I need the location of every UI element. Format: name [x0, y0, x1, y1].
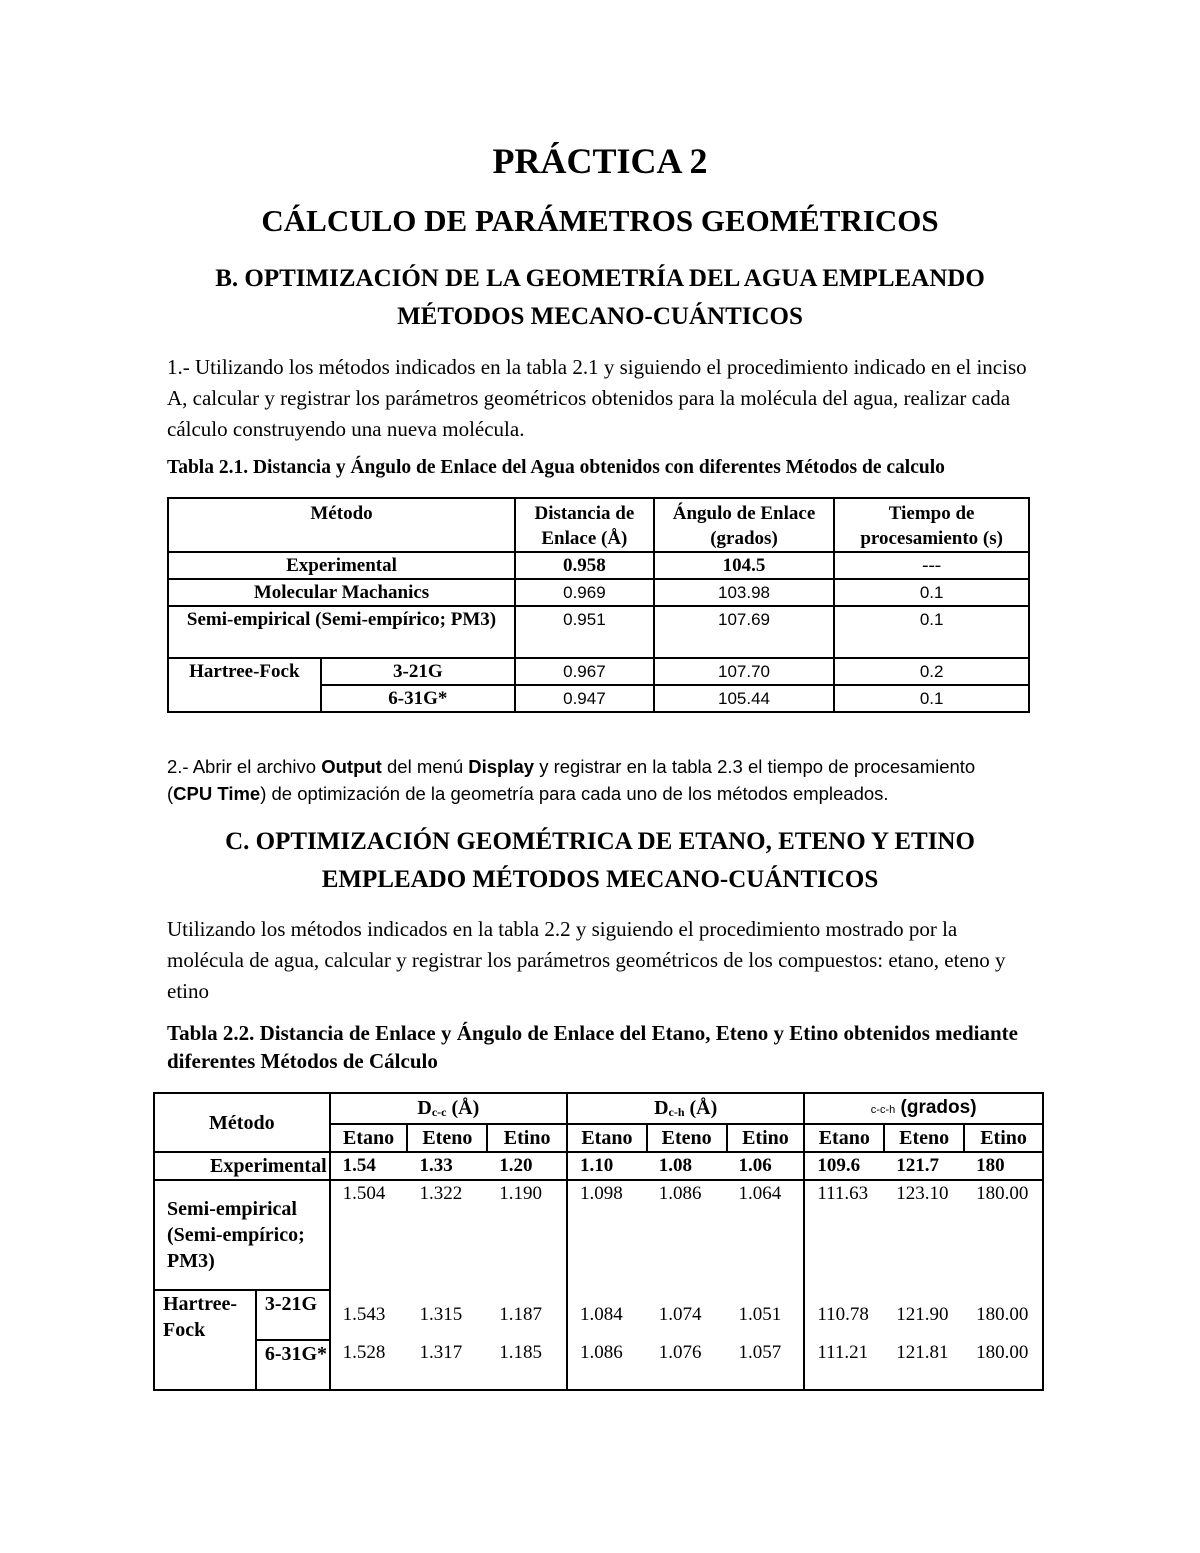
row-method-hartree-fock: Hartree-Fock [154, 1290, 256, 1390]
section-c-heading-line1: C. OPTIMIZACIÓN GEOMÉTRICA DE ETANO, ETENO Y ETINO [225, 828, 975, 855]
cell-value: 1.185 [487, 1340, 567, 1390]
col-etano: Etano [567, 1124, 647, 1152]
table-2-2-header-method: Método [154, 1093, 330, 1152]
dcc-unit: (Å) [446, 1096, 480, 1119]
row-distance: 0.947 [515, 685, 654, 712]
table-2-2 [153, 1092, 1044, 1391]
cell-value: 1.54 [330, 1152, 408, 1180]
cell-value: 121.90 [896, 1304, 949, 1325]
angle-subscript: c-c-h [870, 1104, 896, 1116]
table-row [154, 1340, 1043, 1390]
table-row [154, 1290, 1043, 1340]
row-time: 0.1 [834, 685, 1029, 712]
row-distance: 0.958 [515, 552, 654, 579]
page-subtitle: CÁLCULO DE PARÁMETROS GEOMÉTRICOS [261, 203, 939, 238]
col-eteno: Eteno [884, 1124, 964, 1152]
row-method: Semi-empirical (Semi-empírico; PM3) [168, 606, 515, 658]
section-b-heading-line2: MÉTODOS MECANO-CUÁNTICOS [397, 303, 803, 330]
cell-value: 121.7 [884, 1152, 964, 1180]
cell-value: 1.190 [487, 1180, 567, 1290]
dcc-subscript: c-c [431, 1104, 447, 1119]
cell-value: 1.322 [419, 1183, 463, 1204]
col-etino: Etino [487, 1124, 567, 1152]
row-angle: 107.70 [654, 658, 835, 685]
row-basis: 6-31G* [321, 685, 515, 712]
cell-value: 1.08 [647, 1152, 727, 1180]
cell-value: 1.317 [407, 1340, 487, 1390]
table-row [168, 552, 1029, 579]
table-2-1-header-distance: Distancia de Enlace (Å) [515, 498, 654, 552]
section-c-heading [0, 823, 1200, 899]
cell-value: 1.057 [727, 1340, 805, 1390]
row-time: 0.2 [834, 658, 1029, 685]
cell-value: 180.00 [964, 1290, 1043, 1340]
row-method-hartree-fock: Hartree-Fock [168, 658, 321, 712]
cell-value: 180 [964, 1152, 1043, 1180]
cell-value: 1.076 [647, 1340, 727, 1390]
row-method: Molecular Machanics [168, 579, 515, 606]
step2-text: 2.- Abrir el archivo [167, 756, 322, 777]
row-angle: 103.98 [654, 579, 835, 606]
cell-value: 1.086 [567, 1340, 647, 1390]
page-title: PRÁCTICA 2 [492, 141, 708, 181]
col-eteno: Eteno [407, 1124, 487, 1152]
angle-unit: (grados) [895, 1097, 977, 1118]
col-etano: Etano [330, 1124, 408, 1152]
row-distance: 0.969 [515, 579, 654, 606]
cell-value: 1.086 [658, 1183, 702, 1204]
step2-cpu-term: CPU Time [173, 783, 261, 804]
cell-value: 111.63 [817, 1183, 869, 1204]
table-2-1-header-angle: Ángulo de Enlace (grados) [654, 498, 835, 552]
section-b-instruction: 1.- Utilizando los métodos indicados en la tabla 2.1 y siguiendo el procedimiento indicado en el inciso A, calcular y registrar los parámetros geométricos obtenidos para la molécula del agua, realizar cada cálculo construyendo una nueva molécula. [167, 355, 1027, 441]
table-row [154, 1152, 1043, 1180]
cell-value: 180.00 [964, 1180, 1043, 1290]
cell-value: 110.78 [817, 1304, 869, 1325]
table-row [168, 658, 1029, 685]
table-2-2-header-dch [567, 1093, 804, 1124]
col-eteno: Eteno [647, 1124, 727, 1152]
table-2-2-caption: Tabla 2.2. Distancia de Enlace y Ángulo de Enlace del Etano, Eteno y Etino obtenidos mediante diferentes Métodos de Cálculo [167, 1021, 1018, 1073]
dcc-symbol: D [417, 1096, 432, 1119]
row-time: 0.1 [834, 579, 1029, 606]
cell-value: 1.064 [727, 1180, 805, 1290]
cell-value: 1.084 [580, 1304, 623, 1325]
dch-subscript: c-h [668, 1104, 685, 1119]
row-basis: 3-21G [321, 658, 515, 685]
step2-text: ) de optimización de la geometría para cada uno de los métodos empleados. [260, 783, 889, 804]
cell-value: 1.098 [580, 1183, 623, 1204]
step2-display-term: Display [468, 756, 535, 777]
cell-value: 1.051 [727, 1290, 805, 1340]
table-2-2-header-dcc [330, 1093, 567, 1124]
table-2-1 [167, 497, 1030, 713]
section-c-heading-line2: EMPLEADO MÉTODOS MECANO-CUÁNTICOS [321, 866, 879, 893]
row-time: --- [834, 552, 1029, 579]
cell-value: 1.187 [487, 1290, 567, 1340]
cell-value: 1.504 [330, 1180, 408, 1290]
cell-value: 111.21 [804, 1340, 884, 1390]
row-basis: 3-21G [256, 1290, 330, 1340]
dch-unit: (Å) [684, 1096, 718, 1119]
cell-value: 123.10 [896, 1183, 949, 1204]
table-2-2-header-angle [804, 1093, 1043, 1124]
row-method: Experimental [154, 1152, 330, 1180]
row-distance: 0.951 [515, 606, 654, 658]
step2-text: y registrar en la tabla 2.3 el tiempo de procesamiento [534, 756, 976, 777]
table-row [168, 579, 1029, 606]
cell-value: 121.81 [884, 1340, 964, 1390]
table-row [154, 1180, 1043, 1290]
cell-value: 1.074 [658, 1304, 702, 1325]
cell-value: 1.10 [567, 1152, 647, 1180]
col-etano: Etano [804, 1124, 884, 1152]
dch-symbol: D [654, 1096, 669, 1119]
cell-value: 180.00 [964, 1340, 1043, 1390]
row-angle: 105.44 [654, 685, 835, 712]
section-c-instruction: Utilizando los métodos indicados en la tabla 2.2 y siguiendo el procedimiento mostrado por la molécula de agua, calcular y registrar los parámetros geométricos de los compuestos: etano, eteno y etino [167, 917, 1006, 1003]
section-b-heading-line1: B. OPTIMIZACIÓN DE LA GEOMETRÍA DEL AGUA EMPLEANDO [215, 265, 985, 292]
row-angle: 107.69 [654, 606, 835, 658]
row-distance: 0.967 [515, 658, 654, 685]
row-method: Semi-empirical (Semi-empírico; PM3) [154, 1180, 330, 1290]
section-b-step2 [167, 753, 1037, 807]
table-2-1-caption: Tabla 2.1. Distancia y Ángulo de Enlace del Agua obtenidos con diferentes Métodos de calculo [167, 457, 945, 478]
step2-text: del menú [381, 756, 469, 777]
row-method: Experimental [168, 552, 515, 579]
row-basis: 6-31G* [256, 1340, 330, 1390]
table-2-1-header-time: Tiempo de procesamiento (s) [834, 498, 1029, 552]
section-b-heading [0, 260, 1200, 336]
row-time: 0.1 [834, 606, 1029, 658]
cell-value: 1.06 [727, 1152, 805, 1180]
row-angle: 104.5 [654, 552, 835, 579]
table-row [168, 606, 1029, 658]
cell-value: 1.315 [419, 1304, 463, 1325]
col-etino: Etino [727, 1124, 805, 1152]
col-etino: Etino [964, 1124, 1043, 1152]
cell-value: 1.33 [407, 1152, 487, 1180]
cell-value: 1.543 [330, 1290, 408, 1340]
step2-text: ( [167, 783, 174, 804]
cell-value: 109.6 [804, 1152, 884, 1180]
cell-value: 1.20 [487, 1152, 567, 1180]
table-2-1-header-method: Método [168, 498, 515, 552]
cell-value: 1.528 [330, 1340, 408, 1390]
step2-output-term: Output [321, 756, 382, 777]
